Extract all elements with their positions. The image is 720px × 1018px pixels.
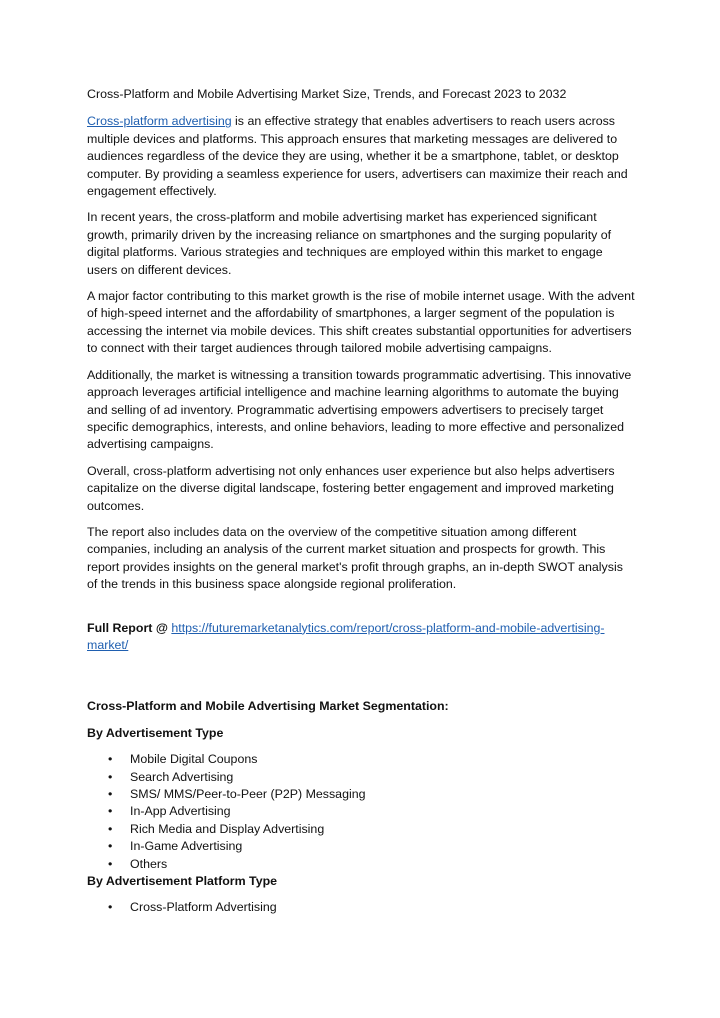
- paragraph-overall: Overall, cross-platform advertising not only enhances user experience but also helps advertisers capitalize on the diverse digital landscape, fostering better engagement and improved marketing outcomes.: [87, 463, 615, 513]
- list-item-label: In-App Advertising: [130, 804, 231, 819]
- list-item-label: Mobile Digital Coupons: [130, 752, 258, 767]
- full-report-line: [87, 620, 635, 655]
- document-title: Cross-Platform and Mobile Advertising Market Size, Trends, and Forecast 2023 to 2032: [87, 87, 567, 101]
- bullet-icon: •: [108, 839, 113, 854]
- list-item-label: SMS/ MMS/Peer-to-Peer (P2P) Messaging: [130, 786, 366, 801]
- full-report-link[interactable]: https://futuremarketanalytics.com/report/cross-platform-and-mobile-advertising-market/: [87, 620, 605, 652]
- list-item: [87, 803, 635, 820]
- intro-paragraph: [87, 113, 635, 200]
- list-item: [87, 899, 635, 916]
- list-item: [87, 821, 635, 838]
- list-item: [87, 856, 635, 873]
- platform-type-heading: By Advertisement Platform Type: [87, 873, 278, 888]
- bullet-icon: •: [108, 769, 113, 784]
- advertisement-type-heading: By Advertisement Type: [87, 725, 224, 740]
- list-item: [87, 769, 635, 786]
- cross-platform-advertising-link[interactable]: Cross-platform advertising: [87, 114, 232, 129]
- platform-type-list: [87, 899, 635, 916]
- list-item-label: Search Advertising: [130, 769, 234, 784]
- list-item-label: In-Game Advertising: [130, 839, 243, 854]
- intro-text: is an effective strategy that enables advertisers to reach users across multiple devices and platforms. This approach ensures that marketing messages are delivered to audiences regardless of the device they are using, whether it be a smartphone, tablet, or desktop computer. By providing a seamless experience for users, advertisers can maximize their reach and engagement effectively.: [87, 114, 628, 199]
- document-page: [87, 86, 635, 917]
- paragraph-growth: In recent years, the cross-platform and mobile advertising market has experienced significant growth, primarily driven by the increasing reliance on smartphones and the surging popularity of digital platforms. Various strategies and techniques are employed within this market to engage users on different devices.: [87, 210, 612, 277]
- bullet-icon: •: [108, 900, 113, 915]
- list-item: [87, 838, 635, 855]
- paragraph-programmatic: Additionally, the market is witnessing a transition towards programmatic advertising. This innovative approach leverages artificial intelligence and machine learning algorithms to automate the buying and selling of ad inventory. Programmatic advertising empowers advertisers to precisely target specific demographics, interests, and online behaviors, leading to more effective and personalized advertising campaigns.: [87, 367, 632, 452]
- paragraph-report-overview: The report also includes data on the overview of the competitive situation among different companies, including an analysis of the current market situation and prospects for growth. This report provides insights on the general market's profit through graphs, an in-depth SWOT analysis of the trends in this business space alongside regional proliferation.: [87, 524, 623, 592]
- list-item-label: Others: [130, 856, 168, 871]
- list-item-label: Cross-Platform Advertising: [130, 900, 277, 915]
- bullet-icon: •: [108, 804, 113, 819]
- bullet-icon: •: [108, 821, 113, 836]
- list-item-label: Rich Media and Display Advertising: [130, 821, 325, 836]
- list-item: [87, 751, 635, 768]
- paragraph-mobile-internet: A major factor contributing to this market growth is the rise of mobile internet usage. With the advent of high-speed internet and the affordability of smartphones, a larger segment of the population is accessing the internet via mobile devices. This shift creates substantial opportunities for advertisers to connect with their target audiences through tailored mobile advertising campaigns.: [87, 289, 635, 356]
- full-report-label: Full Report @: [87, 620, 172, 635]
- bullet-icon: •: [108, 786, 113, 801]
- segmentation-title: Cross-Platform and Mobile Advertising Market Segmentation:: [87, 699, 449, 714]
- list-item: [87, 786, 635, 803]
- advertisement-type-list: [87, 751, 635, 873]
- bullet-icon: •: [108, 752, 113, 767]
- bullet-icon: •: [108, 856, 113, 871]
